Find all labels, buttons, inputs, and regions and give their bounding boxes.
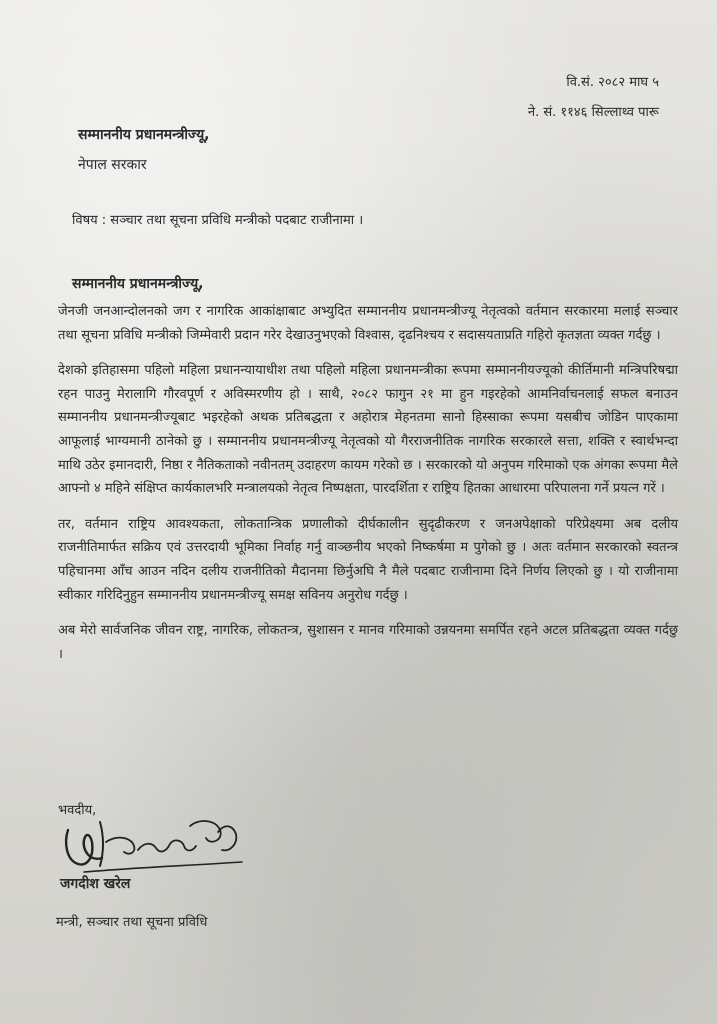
paragraph-3: तर, वर्तमान राष्ट्रिय आवश्यकता, लोकतान्त्रिक प्रणालीको दीर्घकालीन सुदृढीकरण र जनअपेक्षाको परिप्रेक्ष्यमा अब दलीय राजनीतिमार्फत सक्रिय एवं उत्तरदायी भूमिका निर्वाह गर्नु वाञ्छनीय भएको निष्कर्षमा म पुगेको छु । अतः वर्तमान सरकारको स्वतन्त्र पहिचानमा आँच आउन नदिन दलीय राजनीतिको मैदानमा छिर्नुअघि नै मैले पदबाट राजीनामा दिने निर्णय लिएको छु । यो राजीनामा स्वीकार गरिदिनुहुन सम्माननीय प्रधानमन्त्रीज्यू समक्ष सविनय अनुरोध गर्दछु । <box>58 516 678 603</box>
addressee-block <box>78 120 210 180</box>
addressee-title: सम्माननीय प्रधानमन्त्रीज्यू, <box>78 127 210 143</box>
signer-title: मन्त्री, सञ्चार तथा सूचना प्रविधि <box>56 915 208 930</box>
addressee-organization: नेपाल सरकार <box>78 157 147 173</box>
signature <box>60 812 250 882</box>
closing: भवदीय, <box>58 803 97 818</box>
date-vikram-samvat: वि.सं. २०८२ माघ ५ <box>566 75 659 90</box>
date-nepal-samvat: ने. सं. ११४६ सिल्लाथ्व पारू <box>527 105 659 120</box>
paragraph-1: जेनजी जनआन्दोलनको जग र नागरिक आकांक्षाबाट अभ्युदित सम्माननीय प्रधानमन्त्रीज्यू नेतृत्वको वर्तमान सरकारमा मलाई सञ्चार तथा सूचना प्रविधि मन्त्रीको जिम्मेवारी प्रदान गरेर देखाउनुभएको विश्वास, दृढनिश्चय र सदासयताप्रति गहिरो कृतज्ञता व्यक्त गर्दछु । <box>58 304 678 343</box>
subject-line: विषय : सञ्चार तथा सूचना प्रविधि मन्त्रीको पदबाट राजीनामा । <box>72 213 364 228</box>
signer-name: जगदीश खरेल <box>60 876 131 892</box>
salutation: सम्माननीय प्रधानमन्त्रीज्यू, <box>72 276 204 292</box>
letter-body <box>58 300 678 678</box>
paragraph-4: अब मेरो सार्वजनिक जीवन राष्ट्र, नागरिक, लोकतन्त्र, सुशासन र मानव गरिमाको उन्नयनमा समर्पित रहने अटल प्रतिबद्धता व्यक्त गर्दछु । <box>58 623 678 662</box>
paragraph-2: देशको इतिहासमा पहिलो महिला प्रधानन्यायाधीश तथा पहिलो महिला प्रधानमन्त्रीका रूपमा सम्माननीयज्यूको कीर्तिमानी मन्त्रिपरिषद्मा रहन पाउनु मेरालागि गौरवपूर्ण र अविस्मरणीय हो । साथै, २०८२ फागुन २१ मा हुन गइरहेको आमनिर्वाचनलाई सफल बनाउन सम्माननीय प्रधानमन्त्रीज्यूबाट भइरहेको अथक प्रतिबद्धता र अहोरात्र मेहनतमा सानो हिस्साका रूपमा यसबीच जोडिन पाएकामा आफूलाई भाग्यमानी ठानेको छु । सम्माननीय प्रधानमन्त्रीज्यू नेतृत्वको यो गैरराजनीतिक नागरिक सरकारले सत्ता, शक्ति र स्वार्थभन्दा माथि उठेर इमानदारी, निष्ठा र नैतिकताको नवीनतम् उदाहरण कायम गरेको छ । सरकारको यो अनुपम गरिमाको एक अंगका रूपमा मैले आफ्नो ४ महिने संक्षिप्त कार्यकालभरि मन्त्रालयको नेतृत्व निष्पक्षता, पारदर्शिता र राष्ट्रिय हितका आधारमा परिपालना गर्ने प्रयत्न गरें । <box>58 363 678 497</box>
date-block <box>528 68 659 128</box>
